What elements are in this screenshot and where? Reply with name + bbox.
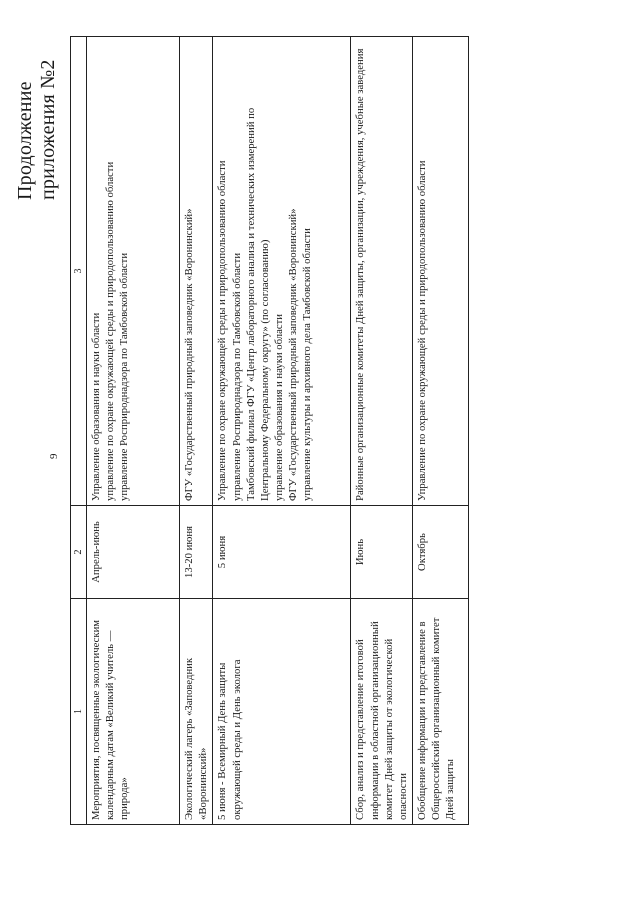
period-cell: Октябрь: [412, 506, 468, 599]
table-row: [87, 37, 180, 825]
event-cell: Мероприятия, посвященные экологическим календарным датам «Великий учитель — природа»: [87, 599, 180, 825]
responsible-line: управление Росприроднадзора по Тамбовской области: [230, 252, 243, 501]
event-cell: Экологический лагерь «Заповедник «Воронинский»: [180, 599, 213, 825]
table-row: [351, 37, 413, 825]
column-number-1: 1: [71, 599, 87, 825]
responsible-line: ФГУ «Государственный природный заповедник «Воронинский»: [183, 208, 196, 501]
responsible-cell: [412, 37, 468, 506]
event-cell: Обобщение информации и представление в Общероссийский организационный комитет Дней защиты: [412, 599, 468, 825]
responsible-line: управление культуры и архивного дела Тамбовской области: [301, 228, 314, 501]
responsible-line: управление образования и науки области: [272, 314, 285, 501]
responsible-line: управление по охране окружающей среды и природопользованию области: [104, 161, 117, 501]
responsible-line: Управление по охране окружающей среды и природопользованию области: [415, 160, 428, 501]
events-table: [70, 36, 469, 825]
period-cell: 5 июня: [213, 506, 351, 599]
table-row: [412, 37, 468, 825]
responsible-line: ФГУ «Государственный природный заповедник «Воронинский»: [287, 208, 300, 501]
responsible-line: Управление по охране окружающей среды и природопользованию области: [216, 160, 229, 501]
responsible-line: Управление образования и науки области: [90, 312, 103, 501]
period-cell: 13-20 июня: [180, 506, 213, 599]
event-cell: 5 июня - Всемирный День защиты окружающей среды и День эколога: [213, 599, 351, 825]
responsible-cell: [213, 37, 351, 506]
page-title: Продолжение приложения №2: [14, 59, 59, 200]
responsible-cell: [180, 37, 213, 506]
column-number-2: 2: [71, 506, 87, 599]
period-cell: Апрель-июнь: [87, 506, 180, 599]
responsible-line: Районные организационные комитеты Дней защиты, организации, учреждения, учебные заведения: [354, 48, 367, 501]
responsible-cell: [351, 37, 413, 506]
period-cell: Июнь: [351, 506, 413, 599]
table-row: [213, 37, 351, 825]
column-number-3: 3: [71, 37, 87, 506]
table-header-row: [71, 37, 87, 825]
responsible-cell: [87, 37, 180, 506]
page-number: 9: [48, 453, 60, 459]
table-row: [180, 37, 213, 825]
responsible-line: управление Росприроднадзора по Тамбовской области: [118, 252, 131, 501]
responsible-line: Тамбовский филиал ФГУ «Центр лабораторного анализа и технических измерений по Центральному Федеральному округу» (по согласованию): [244, 107, 271, 501]
event-cell: Сбор, анализ и представление итоговой информации в областной организационный комитет Дней защиты от экологической опасности: [351, 599, 413, 825]
